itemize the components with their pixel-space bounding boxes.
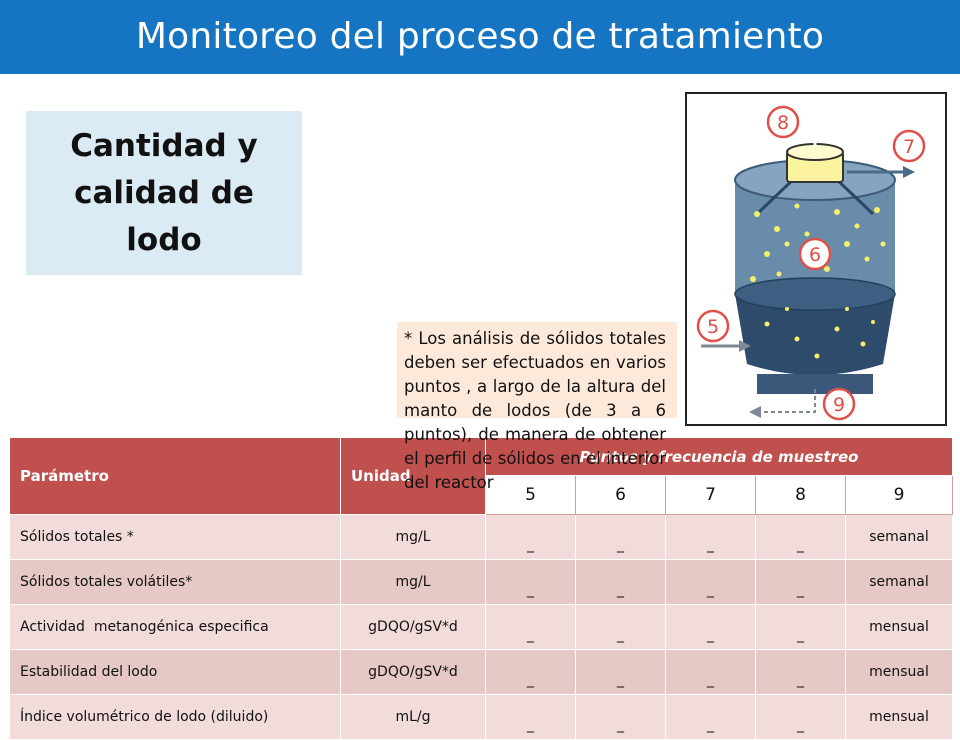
sludge-bed-surface	[735, 278, 895, 310]
table-row	[10, 605, 953, 650]
table-row	[10, 560, 953, 605]
point-cell: _	[756, 515, 846, 560]
point-header-9: 9	[846, 476, 953, 515]
gas-collector-top	[787, 144, 843, 160]
frequency-cell: mensual	[846, 650, 953, 695]
point-marker-5	[698, 311, 728, 341]
frequency-cell: mensual	[846, 695, 953, 740]
header-param: Parámetro	[10, 438, 341, 515]
point-cell: _	[486, 605, 576, 650]
param-cell: Sólidos totales *	[10, 515, 341, 560]
point-header-5: 5	[486, 476, 576, 515]
point-cell: _	[486, 695, 576, 740]
frequency-cell: semanal	[846, 515, 953, 560]
param-cell: Actividad metanogénica especifica	[10, 605, 341, 650]
drain-arrowhead	[749, 406, 761, 418]
param-cell: Índice volumétrico de lodo (diluido)	[10, 695, 341, 740]
table-row	[10, 650, 953, 695]
point-marker-8	[768, 107, 798, 137]
note-text: * Los análisis de sólidos totales deben ser efectuados en varios puntos , a largo de la altura del manto de lodos (de 3 a 6 puntos), de manera de obtener el perfil de sólidos en el interior del reactor	[404, 329, 666, 492]
point-cell: _	[666, 695, 756, 740]
point-cell: _	[486, 515, 576, 560]
point-cell: _	[756, 560, 846, 605]
point-cell: _	[756, 695, 846, 740]
point-cell: _	[666, 650, 756, 695]
header-points-group: Puntos y frecuencia de muestreo	[486, 438, 953, 476]
section-label-box	[26, 111, 302, 275]
param-cell: Estabilidad del lodo	[10, 650, 341, 695]
frequency-cell: mensual	[846, 605, 953, 650]
gas-outlet-arrowhead	[809, 108, 821, 120]
param-cell: Sólidos totales volátiles*	[10, 560, 341, 605]
section-label: Cantidad y calidad de lodo	[70, 127, 258, 258]
point-marker-9	[824, 389, 854, 419]
unit-cell: mL/g	[341, 695, 486, 740]
point-header-7: 7	[666, 476, 756, 515]
point-cell: _	[756, 650, 846, 695]
point-header-6: 6	[576, 476, 666, 515]
point-cell: _	[576, 560, 666, 605]
point-cell: _	[666, 560, 756, 605]
frequency-cell: semanal	[846, 560, 953, 605]
svg-text:9: 9	[832, 394, 846, 416]
svg-text:6: 6	[808, 244, 822, 266]
svg-text:8: 8	[776, 112, 790, 134]
point-marker-6	[800, 239, 830, 269]
header-unit: Unidad	[341, 438, 486, 515]
svg-text:5: 5	[706, 316, 720, 338]
unit-cell: mg/L	[341, 560, 486, 605]
unit-cell: gDQO/gSV*d	[341, 605, 486, 650]
table-row	[10, 695, 953, 740]
point-cell: _	[486, 560, 576, 605]
point-cell: _	[576, 695, 666, 740]
point-cell: _	[576, 515, 666, 560]
point-cell: _	[666, 605, 756, 650]
point-cell: _	[666, 515, 756, 560]
reactor-illustration	[687, 94, 945, 424]
effluent-arrowhead	[903, 166, 915, 178]
point-cell: _	[486, 650, 576, 695]
point-cell: _	[576, 650, 666, 695]
unit-cell: gDQO/gSV*d	[341, 650, 486, 695]
reactor-diagram	[685, 92, 947, 426]
point-cell: _	[756, 605, 846, 650]
slide-title: Monitoreo del proceso de tratamiento	[135, 16, 825, 57]
table-row	[10, 515, 953, 560]
unit-cell: mg/L	[341, 515, 486, 560]
point-header-8: 8	[756, 476, 846, 515]
slide-title-bar	[0, 0, 960, 74]
svg-text:7: 7	[902, 136, 916, 158]
point-marker-7	[894, 131, 924, 161]
point-cell: _	[576, 605, 666, 650]
